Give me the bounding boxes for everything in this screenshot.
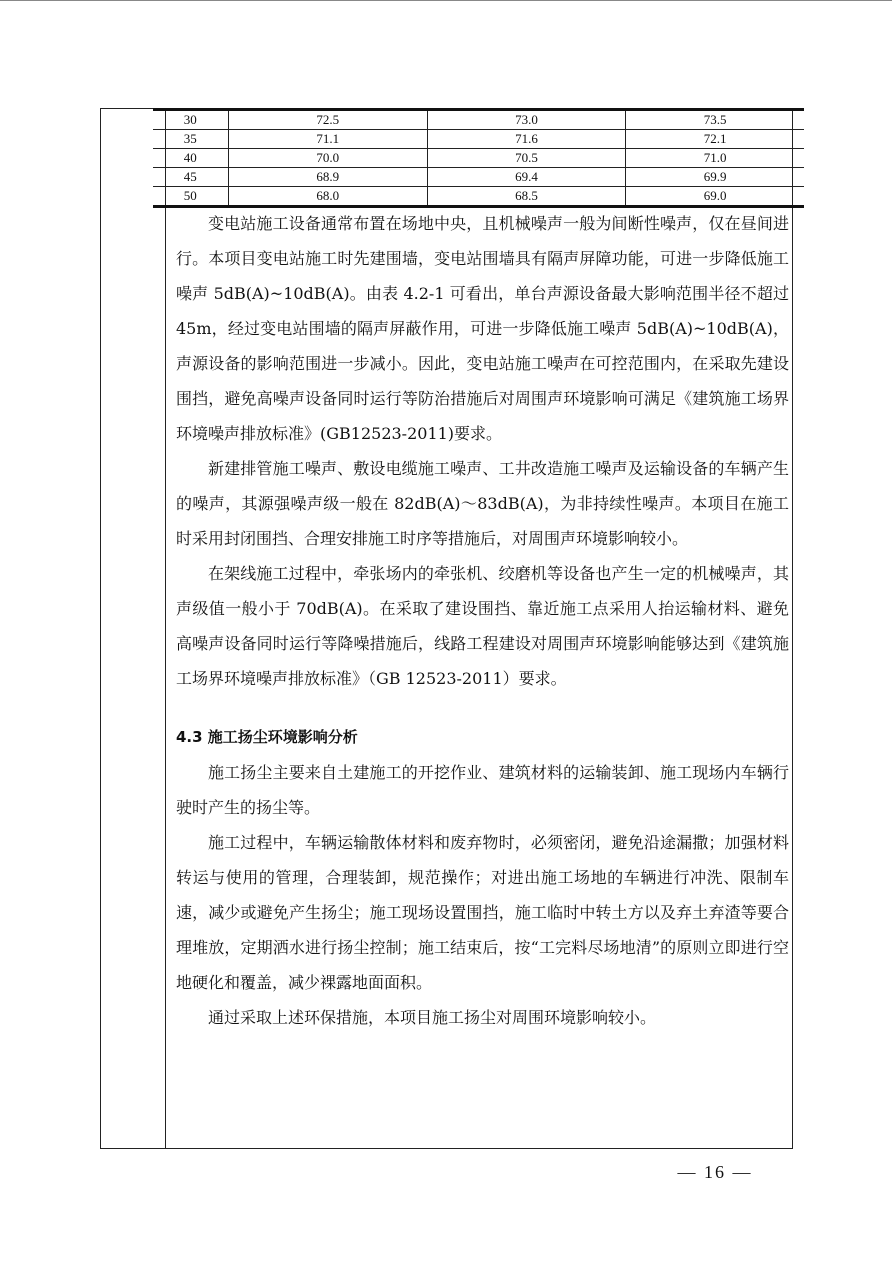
table-cell: 71.0 bbox=[626, 149, 804, 168]
paragraph-cable-noise: 新建排管施工噪声、敷设电缆施工噪声、工井改造施工噪声及运输设备的车辆产生的噪声，其源强噪声级一般在 82dB(A)～83dB(A)，为非持续性噪声。本项目在施工时采用封闭围挡、合理安排施工时序等措施后，对周围声环境影响较小。 bbox=[176, 459, 789, 548]
table-cell: 70.5 bbox=[427, 149, 625, 168]
table-cell: 70.0 bbox=[228, 149, 427, 168]
paragraph-dust-measures: 施工过程中，车辆运输散体材料和废弃物时，必须密闭，避免沿途漏撒；加强材料转运与使用的管理，合理装卸，规范操作；对进出施工场地的车辆进行冲洗、限制车速，减少或避免产生扬尘；施工现场设置围挡，施工临时中转土方以及弃土弃渣等要合理堆放，定期洒水进行扬尘控制；施工结束后，按“工完料尽场地清”的原则立即进行空地硬化和覆盖，减少裸露地面面积。 bbox=[176, 833, 789, 992]
noise-table-wrapper bbox=[153, 111, 804, 208]
page-top-border bbox=[0, 0, 892, 1]
table-cell: 30 bbox=[153, 111, 228, 130]
table-cell: 69.4 bbox=[427, 168, 625, 187]
table-cell: 71.1 bbox=[228, 130, 427, 149]
table-row bbox=[153, 168, 804, 187]
table-cell: 68.5 bbox=[427, 187, 625, 207]
table-cell: 35 bbox=[153, 130, 228, 149]
table-cell: 73.5 bbox=[626, 111, 804, 130]
table-cell: 73.0 bbox=[427, 111, 625, 130]
paragraph-dust-conclusion: 通过采取上述环保措施，本项目施工扬尘对周围环境影响较小。 bbox=[208, 1008, 657, 1027]
table-cell: 69.9 bbox=[626, 168, 804, 187]
table-cell: 50 bbox=[153, 187, 228, 207]
table-cell: 40 bbox=[153, 149, 228, 168]
table-cell: 45 bbox=[153, 168, 228, 187]
main-content bbox=[176, 206, 789, 1035]
table-row bbox=[153, 111, 804, 130]
table-cell: 72.1 bbox=[626, 130, 804, 149]
paragraph-dust-sources: 施工扬尘主要来自土建施工的开挖作业、建筑材料的运输装卸、施工现场内车辆行驶时产生的扬尘等。 bbox=[176, 763, 789, 817]
table-row bbox=[153, 149, 804, 168]
table-cell: 69.0 bbox=[626, 187, 804, 207]
table-cell: 68.0 bbox=[228, 187, 427, 207]
paragraph-substation-noise: 变电站施工设备通常布置在场地中央，且机械噪声一般为间断性噪声，仅在昼间进行。本项目变电站施工时先建围墙，变电站围墙具有隔声屏障功能，可进一步降低施工噪声 5dB(A)~10dB(A)。由表 4.2-1 可看出，单台声源设备最大影响范围半径不超过 45m，经过变电站围墙的隔声屏蔽作用，可进一步降低施工噪声 5dB(A)~10dB(A)，声源设备的影响范围进一步减小。因此，变电站施工噪声在可控范围内，在采取先建设围挡，避免高噪声设备同时运行等防治措施后对周围声环境影响可满足《建筑施工场界环境噪声排放标准》(GB12523-2011)要求。 bbox=[176, 214, 789, 443]
table-row bbox=[153, 187, 804, 207]
paragraph-line-noise: 在架线施工过程中，牵张场内的牵张机、绞磨机等设备也产生一定的机械噪声，其声级值一般小于 70dB(A)。在采取了建设围挡、靠近施工点采用人抬运输材料、避免高噪声设备同时运行等降噪措施后，线路工程建设对周围声环境影响能够达到《建筑施工场界环境噪声排放标准》（GB 12523-2011）要求。 bbox=[176, 564, 789, 688]
table-row bbox=[153, 130, 804, 149]
page-number: — 16 — bbox=[677, 1162, 753, 1182]
table-cell: 71.6 bbox=[427, 130, 625, 149]
frame-left-column-divider bbox=[165, 108, 166, 1149]
noise-level-table bbox=[153, 111, 804, 208]
table-cell: 72.5 bbox=[228, 111, 427, 130]
section-heading-dust: 4.3 施工扬尘环境影响分析 bbox=[176, 728, 358, 746]
table-cell: 68.9 bbox=[228, 168, 427, 187]
